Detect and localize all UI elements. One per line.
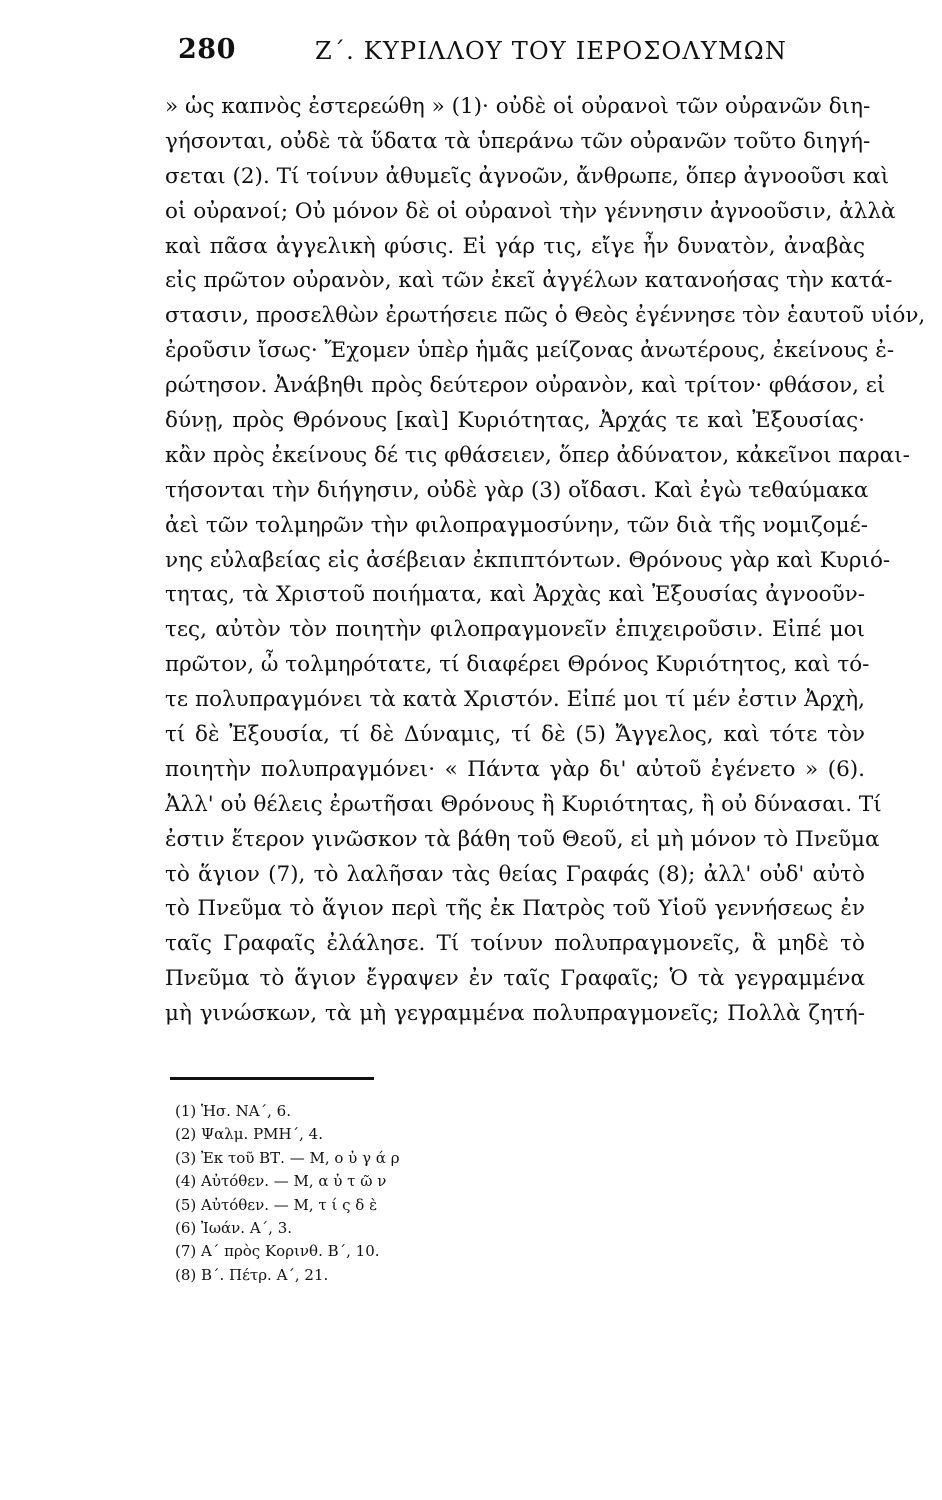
footnote-text: Α΄ πρὸς Κορινθ. Β΄, 10. — [201, 1242, 380, 1261]
footnote-text: Αὐτόθεν. — Μ, τ ί ς δ ὲ — [201, 1195, 378, 1214]
footnote-rule — [170, 1077, 374, 1080]
text-line: κἂν πρὸς ἐκείνους δέ τις φθάσειεν, ὅπερ ἀδύνατον, κἀκεῖνοι παραι- — [165, 442, 910, 468]
footnote — [175, 1264, 595, 1287]
footnote-text: Ἡσ. ΝΑ΄, 6. — [201, 1102, 291, 1120]
text-line: ταῖς Γραφαῖς ἐλάλησε. Τί τοίνυν πολυπραγμονεῖς, ἃ μηδὲ τὸ — [165, 931, 865, 957]
text-line: τήσονται τὴν διήγησιν, οὐδὲ γὰρ (3) οἴδασι. Καὶ ἐγὼ τεθαύμακα — [165, 477, 869, 503]
text-line: εἰς πρῶτον οὐρανὸν, καὶ τῶν ἐκεῖ ἀγγέλων κατανοήσας τὴν κατά- — [165, 268, 893, 294]
text-line: νης εὐλαβείας εἰς ἀσέβειαν ἐκπιπτόντων. Θρόνους γὰρ καὶ Κυριό- — [165, 547, 891, 573]
footnote-text: Ἐκ τοῦ ΒΤ. — Μ, ο ὐ γ ά ρ — [201, 1148, 400, 1167]
footnotes — [175, 1100, 595, 1287]
footnote-mark: (6) — [175, 1218, 197, 1237]
text-line: δύνῃ, πρὸς Θρόνους [καὶ] Κυριότητας, Ἀρχάς τε καὶ Ἐξουσίας· — [165, 408, 865, 434]
footnote-mark: (2) — [175, 1125, 197, 1144]
text-line: τὸ ἅγιον (7), τὸ λαλῆσαν τὰς θείας Γραφάς (8); ἀλλ' οὐδ' αὐτὸ — [165, 861, 865, 887]
footnote — [175, 1123, 595, 1146]
text-line: ἐστιν ἕτερον γινῶσκον τὰ βάθη τοῦ Θεοῦ, εἰ μὴ μόνον τὸ Πνεῦμα — [165, 826, 880, 852]
footnote-mark: (8) — [175, 1265, 197, 1284]
text-line: πρῶτον, ὦ τολμηρότατε, τί διαφέρει Θρόνος Κυριότητος, καὶ τό- — [165, 652, 870, 678]
text-line: καὶ πᾶσα ἀγγελικὴ φύσις. Εἰ γάρ τις, εἴγε ἦν δυνατὸν, ἀναβὰς — [165, 233, 865, 259]
text-line: τί δὲ Ἐξουσία, τί δὲ Δύναμις, τί δὲ (5) Ἄγγελος, καὶ τότε τὸν — [165, 722, 865, 748]
text-line: τες, αὐτὸν τὸν ποιητὴν φιλοπραγμονεῖν ἐπιχειροῦσιν. Εἰπέ μοι — [165, 617, 865, 643]
footnote — [175, 1240, 595, 1263]
footnote — [175, 1217, 595, 1240]
footnote-text: Ἰωάν. Α΄, 3. — [201, 1218, 293, 1237]
footnote-mark: (5) — [175, 1195, 197, 1214]
text-line: σεται (2). Τί τοίνυν ἀθυμεῖς ἀγνοῶν, ἄνθρωπε, ὅπερ ἀγνοοῦσι καὶ — [165, 163, 890, 189]
text-line: ἐροῦσιν ἴσως· Ἔχομεν ὑπὲρ ἡμᾶς μείζονας ἀνωτέρους, ἐκείνους ἐ- — [165, 338, 895, 364]
footnote-mark: (7) — [175, 1242, 197, 1261]
text-line: τε πολυπραγμόνει τὰ κατὰ Χριστόν. Εἰπέ μοι τί μέν ἐστιν Ἀρχὴ, — [165, 687, 865, 713]
text-line: γήσονται, οὐδὲ τὰ ὕδατα τὰ ὑπεράνω τῶν οὐρανῶν τοῦτο διηγή- — [165, 128, 871, 154]
footnote — [175, 1194, 595, 1217]
text-line: Πνεῦμα τὸ ἅγιον ἔγραψεν ἐν ταῖς Γραφαῖς; Ὁ τὰ γεγραμμένα — [165, 966, 865, 992]
page-number: 280 — [178, 34, 236, 65]
text-line: ρώτησον. Ἀνάβηθι πρὸς δεύτερον οὐρανὸν, καὶ τρίτον· φθάσον, εἰ — [165, 373, 886, 399]
running-head: Ζ΄. ΚΥΡΙΛΛΟΥ ΤΟΥ ΙΕΡΟΣΟΛΥΜΩΝ — [315, 37, 788, 65]
text-line: μὴ γινώσκων, τὰ μὴ γεγραμμένα πολυπραγμονεῖς; Πολλὰ ζητή- — [165, 1001, 865, 1027]
text-line: Ἀλλ' οὐ θέλεις ἐρωτῆσαι Θρόνους ἢ Κυριότητας, ἢ οὐ δύνασαι. Τί — [165, 791, 882, 817]
footnote — [175, 1100, 595, 1123]
footnote — [175, 1147, 595, 1170]
page-header — [178, 34, 878, 74]
footnote-mark: (3) — [175, 1148, 197, 1167]
text-line: στασιν, προσελθὼν ἐρωτήσειε πῶς ὁ Θεὸς ἐγέννησε τὸν ἑαυτοῦ υἱόν, — [165, 303, 926, 329]
text-line: τὸ Πνεῦμα τὸ ἅγιον περὶ τῆς ἐκ Πατρὸς τοῦ Υἱοῦ γεννήσεως ἐν — [165, 896, 865, 922]
footnote-text: Β΄. Πέτρ. Α΄, 21. — [201, 1265, 329, 1284]
body-text — [165, 90, 926, 1032]
footnote-text: Αὐτόθεν. — Μ, α ὐ τ ῶ ν — [201, 1172, 387, 1191]
text-line: τητας, τὰ Χριστοῦ ποιήματα, καὶ Ἀρχὰς καὶ Ἐξουσίας ἀγνοοῦν- — [165, 582, 865, 608]
footnote — [175, 1170, 595, 1193]
text-line: οἱ οὐρανοί; Οὐ μόνον δὲ οἱ οὐρανοὶ τὴν γέννησιν ἀγνοοῦσιν, ἀλλὰ — [165, 198, 896, 224]
text-line: ποιητὴν πολυπραγμόνει· « Πάντα γὰρ δι' αὐτοῦ ἐγένετο » (6). — [165, 756, 865, 782]
text-line: ἀεὶ τῶν τολμηρῶν τὴν φιλοπραγμοσύνην, τῶν διὰ τῆς νομιζομέ- — [165, 512, 868, 538]
footnote-mark: (1) — [175, 1102, 197, 1120]
footnote-mark: (4) — [175, 1172, 197, 1191]
footnote-text: Ψαλμ. ΡΜΗ΄, 4. — [201, 1125, 323, 1144]
text-line: » ὡς καπνὸς ἐστερεώθη » (1)· οὐδὲ οἱ οὐρανοὶ τῶν οὐρανῶν διη- — [165, 94, 871, 119]
